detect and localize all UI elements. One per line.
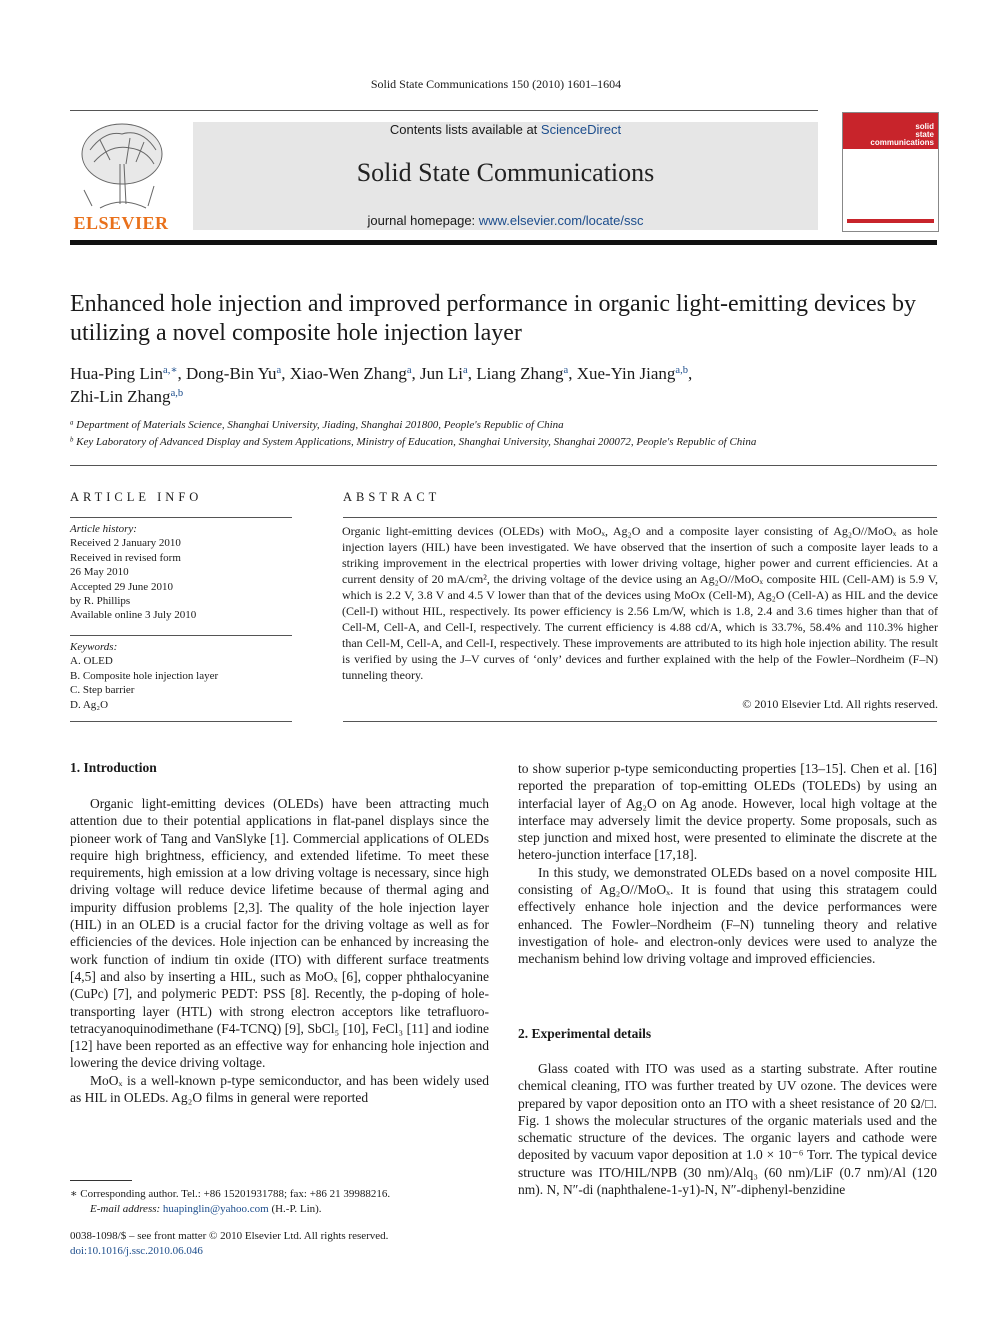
elsevier-wordmark: ELSEVIER (73, 213, 169, 233)
keyword: A. OLED (70, 655, 113, 668)
copyright: © 2010 Elsevier Ltd. All rights reserved. (742, 697, 938, 711)
history-item: Received 2 January 2010 (70, 537, 181, 550)
history-item: by R. Phillips (70, 595, 131, 608)
homepage-line (193, 213, 818, 228)
email-link[interactable]: huapinglin@yahoo.com (162, 1203, 269, 1215)
keywords (70, 640, 292, 712)
cover-footer-band (847, 219, 934, 223)
header-thick-rule (70, 240, 937, 245)
contents-prefix: Contents lists available at (389, 122, 541, 137)
history-item: Received in revised form (70, 551, 181, 564)
history-item: 26 May 2010 (70, 566, 129, 579)
homepage-link[interactable]: www.elsevier.com/locate/ssc (478, 213, 644, 228)
author[interactable]: Xue-Yin Jiang$^{a,b}$ (576, 364, 688, 383)
divider (70, 517, 292, 518)
abstract-heading: ABSTRACT (343, 490, 441, 504)
author[interactable]: Jun Li$^a$ (420, 364, 468, 383)
cover-title: solid state communications (870, 122, 934, 147)
divider (70, 721, 292, 722)
footnote (70, 1187, 490, 1217)
keyword: B. Composite hole injection layer (70, 669, 219, 682)
front-matter (70, 1229, 490, 1259)
history-item: Available online 3 July 2010 (70, 609, 197, 622)
keyword: C. Step barrier (70, 684, 135, 697)
divider (343, 517, 937, 518)
email-line: E-mail address: huapinglin@yahoo.com (H.-P. Lin). (90, 1203, 322, 1215)
divider (70, 635, 292, 636)
section-heading-introduction: 1. Introduction (70, 760, 157, 775)
author[interactable]: Liang Zhang$^a$ (476, 364, 569, 383)
homepage-prefix: journal homepage: (367, 213, 479, 228)
article-history (70, 522, 292, 623)
header-rule (70, 110, 818, 111)
history-label: Article history: (70, 523, 137, 535)
paragraph: Organic light-emitting devices (OLEDs) have been attracting much attention due to their potential applications in flat-panel displays since the pioneer work of Tang and VanSlyke [1]. Commercial applications of OLEDs require high brightness, efficiency, and extended lifetime. To meet these requirements, high emission at a low driving voltage is necessary, since high driving voltage will reduce device lifetime because of thermal aging and impurity diffusion problems [2,3]. The quality of the hole injection layer (HIL) in an OLED is a crucial factor for the driving voltage as well as for efficiencies of the devices. Hole injection can be enhanced by increasing the work function of indium tin oxide (ITO) with different surface treatments [4,5] and also by inserting a HIL, such as MoOₓ [6], copper phthalocyanine (CuPc) [7], and polymeric PEDT: PSS [8]. Recently, the p-doping of hole-transporting layer (HTL) with strong electron acceptors like tetrafluoro-tetracyanoquinodimethane (F4-TCNQ) [9], SbCl₅ [10], FeCl₃ [11] and iodine [12] have been reported as an effective way for enhancing hole injection and lowering the device driving voltage. (70, 796, 489, 1071)
divider (70, 465, 937, 466)
introduction-body (70, 795, 489, 1106)
author[interactable]: Hua-Ping Lin$^{a,∗}$ (70, 364, 178, 383)
author[interactable]: Xiao-Wen Zhang$^a$ (289, 364, 412, 383)
paragraph: to show superior p-type semiconducting properties [13–15]. Chen et al. [16] reported the preparation of top-emitting OLEDs (TOLEDs) by using an interfacial layer of Ag₂O on Ag anode. However, local high voltage at the interface may adversely limit the device property. Some proposals, such as step junction and mixed host, were presented to eliminate the discrete at the hetero-junction interface [17,18]. (518, 761, 937, 863)
author-list: Hua-Ping Lin$^{a,∗}$, Dong-Bin Yu$^a$, Xiao-Wen Zhang$^a$, Jun Li$^a$, Liang Zhang$^a$, Xue-Yin Jiang$^{a,b}$, Zhi-Lin Zhang$^{a,b}$ (70, 364, 693, 406)
keyword: D. Ag₂O (70, 698, 109, 711)
footnote-rule (70, 1180, 132, 1181)
sciencedirect-link[interactable]: ScienceDirect (540, 122, 622, 137)
paragraph: MoOₓ is a well-known p-type semiconductor, and has been widely used as HIL in OLEDs. Ag₂O films in general were reported (70, 1072, 489, 1106)
article-info-heading: ARTICLE INFO (70, 490, 203, 504)
doi-link[interactable]: doi:10.1016/j.ssc.2010.06.046 (70, 1245, 203, 1257)
cover-red-band (843, 113, 938, 149)
paragraph: Glass coated with ITO was used as a starting substrate. After routine chemical cleaning, ITO was further treated by UV ozone. The devices were prepared by vapor deposition onto an ITO with a sheet resistance of 20 Ω/□. Fig. 1 shows the molecular structures of the organic materials used and the schematic structure of the devices. The organic layers and cathode were deposited by vacuum vapor deposition at 1.0 × 10⁻⁶ Torr. The typical device structure was ITO/HIL/NPB (30 nm)/Alq₃ (60 nm)/LiF (0.7 nm)/Al (120 nm). N, N″-di (naphthalene-1-y1)-N, N″-diphenyl-benzidine (518, 1061, 937, 1198)
author[interactable]: Dong-Bin Yu$^a$ (186, 364, 282, 383)
affiliation: $^a$ Department of Materials Science, Shanghai University, Jiading, Shanghai 201800, People's Republic of China (70, 419, 564, 431)
column-two-body (518, 760, 937, 968)
paragraph: In this study, we demonstrated OLEDs based on a novel composite HIL consisting of Ag₂O//MoOₓ. It is found that using this stratagem could effectively enhance hole injection and the device performances were enhanced. The Fowler–Nordheim (F–N) tunneling theory and relative investigation of hole- and electron-only devices were used to analyze the mechanism behind low driving voltage and improved efficiencies. (518, 864, 937, 967)
abstract-text: Organic light-emitting devices (OLEDs) with MoOₓ, Ag₂O and a composite layer consisting of Ag₂O//MoOₓ as hole injection layers (HIL) have been investigated. We have observed that the insertion of such a composite layer leads to a striking improvement in the electrical properties with lower driving voltage, higher power and current efficiencies. At a current density of 20 mA/cm², the driving voltage of the device using an Ag₂O//MoOₓ composite HIL (Cell-AM) is 5.9 V, which is 2.2 V, 3.8 V and 4.5 V lower than that of the devices using MoOx (Cell-M), Ag₂O (Cell-A) as HIL and the device (Cell-I) without HIL, respectively. Its power efficiency is 2.56 Lm/W, which is 1.8, 2.4 and 3.6 times higher than that of Cell-M, Cell-A, and Cell-I, respectively. The current efficiency is 4.88 cd/A, which is 33.7%, 58.4% and 110.3% higher than Cell-M, Cell-A, and Cell-I, respectively. These improvements are attributed to its high hole injection ability. The result is verified by using the J–V curves of ‘only’ devices and further explained with the help of the Fowler–Nordheim (F–N) tunneling theory. (342, 524, 938, 682)
issn-line: 0038-1098/$ – see front matter © 2010 Elsevier Ltd. All rights reserved. (70, 1230, 389, 1242)
keywords-label: Keywords: (70, 641, 118, 653)
contents-line (193, 122, 818, 137)
divider (343, 721, 937, 722)
affiliation: $^b$ Key Laboratory of Advanced Display and System Applications, Ministry of Education, Shanghai University, Shanghai 200072, People's Republic of China (70, 436, 757, 448)
article-title: Enhanced hole injection and improved performance in organic light-emitting devices by utilizing a novel composite hole injection layer (70, 291, 916, 346)
experimental-body (518, 1060, 937, 1198)
corresponding-author: ∗ Corresponding author. Tel.: +86 15201931788; fax: +86 21 39988216. (70, 1188, 391, 1200)
history-item: Accepted 29 June 2010 (70, 580, 173, 593)
journal-title: Solid State Communications (356, 158, 655, 187)
section-heading-experimental: 2. Experimental details (518, 1026, 652, 1041)
running-head: Solid State Communications 150 (2010) 1601–1604 (370, 77, 622, 91)
journal-cover-thumbnail (842, 112, 939, 232)
author[interactable]: Zhi-Lin Zhang$^{a,b}$ (70, 387, 184, 406)
